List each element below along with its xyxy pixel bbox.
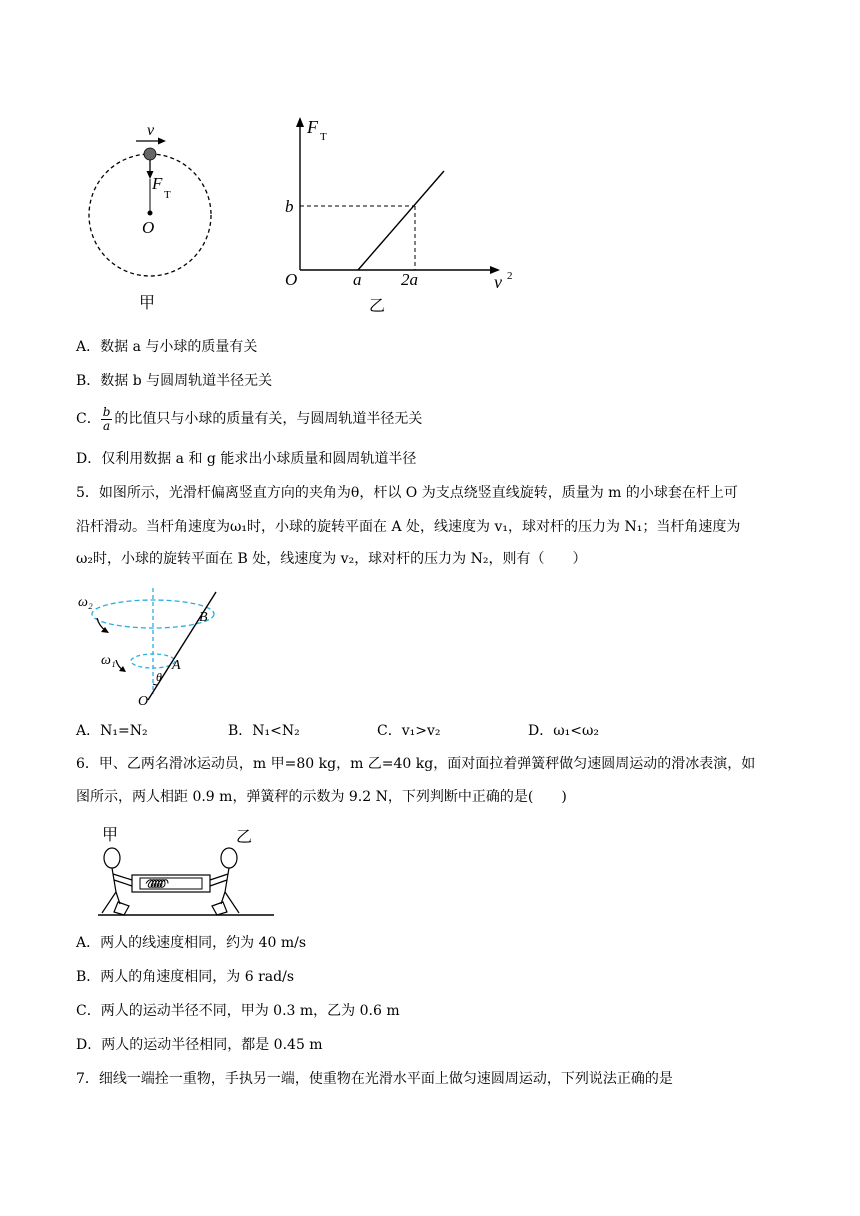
label-F-sub: T xyxy=(164,189,171,201)
label-O: O xyxy=(142,218,155,237)
figure-yi-label: 乙 xyxy=(369,296,386,315)
q4-option-a: A．数据 a 与小球的质量有关 xyxy=(76,339,258,355)
q5-option-c: C．v₁>v₂ xyxy=(377,723,441,739)
q5-stem-line3: ω₂时，小球的旋转平面在 B 处，线速度为 v₂，球对杆的压力为 N₂，则有（ ） xyxy=(76,551,587,567)
q5-option-a: A．N₁=N₂ xyxy=(76,723,148,739)
q7-stem-line1: 7．细线一端拴一重物，手执另一端，使重物在光滑水平面上做匀速圆周运动，下列说法正确的是 xyxy=(76,1071,673,1087)
tick-a: a xyxy=(353,270,362,289)
q6-stem-line1: 6．甲、乙两名滑冰运动员，m 甲=80 kg，m 乙=40 kg，面对面拉着弹簧秤做匀速圆周运动的滑冰表演，如 xyxy=(76,756,756,772)
q6-skaters-figure xyxy=(96,820,281,918)
q4-option-b: B．数据 b 与圆周轨道半径无关 xyxy=(76,373,273,389)
y-axis-label: F xyxy=(307,117,318,137)
center-point xyxy=(148,211,153,216)
q5-option-d: D．ω₁<ω₂ xyxy=(528,723,600,739)
q5-cone-figure xyxy=(76,584,236,710)
figure-jia-label: 甲 xyxy=(139,293,156,312)
figure-jia xyxy=(80,115,230,315)
label-omega1: ω₁ xyxy=(101,653,116,668)
tick-2a: 2a xyxy=(401,270,418,289)
q5-stem-line1: 5．如图所示，光滑杆偏离竖直方向的夹角为θ，杆以 O 为支点绕竖直线旋转，质量为 m 的小球套在杆上可 xyxy=(76,485,738,501)
label-v: v xyxy=(147,122,155,139)
y-axis-sub: T xyxy=(320,131,327,143)
q4-option-c: C． $\frac{b}{a}$ 的比值只与小球的质量有关，与圆周轨道半径无关 xyxy=(76,404,423,433)
label-A: A xyxy=(172,658,181,673)
fraction-b-over-a: $\frac{b}{a}$ xyxy=(102,404,111,433)
q6-option-b: B．两人的角速度相同，为 6 rad/s xyxy=(76,969,295,985)
q6-stem-line2: 图所示，两人相距 0.9 m，弹簧秤的示数为 9.2 N，下列判断中正确的是( ) xyxy=(76,789,567,805)
q6-option-d: D．两人的运动半径相同，都是 0.45 m xyxy=(76,1037,323,1053)
q5-option-b: B．N₁<N₂ xyxy=(228,723,300,739)
figure-yi-graph xyxy=(280,115,520,295)
ft-line xyxy=(358,171,444,270)
ball xyxy=(144,148,156,160)
label-F: F xyxy=(152,174,163,193)
label-omega2: ω₂ xyxy=(78,595,93,610)
q6-option-a: A．两人的线速度相同，约为 40 m/s xyxy=(76,935,307,951)
label-theta: θ xyxy=(156,670,162,684)
label-O: O xyxy=(138,694,149,709)
x-axis-label: v xyxy=(494,272,502,292)
label-yi: 乙 xyxy=(236,829,253,846)
origin-label: O xyxy=(285,270,298,289)
x-axis-sup: 2 xyxy=(507,270,513,282)
tick-b: b xyxy=(285,197,294,216)
q4-option-d: D．仅利用数据 a 和 g 能求出小球质量和圆周轨道半径 xyxy=(76,451,417,467)
spring-coil xyxy=(146,880,168,888)
q5-stem-line2: 沿杆滑动。当杆角速度为ω₁时，小球的旋转平面在 A 处，线速度为 v₁，球对杆的压力为 N₁；当杆角速度为 xyxy=(76,519,741,535)
label-jia: 甲 xyxy=(102,827,119,844)
q6-option-c: C．两人的运动半径不同，甲为 0.3 m，乙为 0.6 m xyxy=(76,1003,400,1019)
label-B: B xyxy=(199,610,208,625)
